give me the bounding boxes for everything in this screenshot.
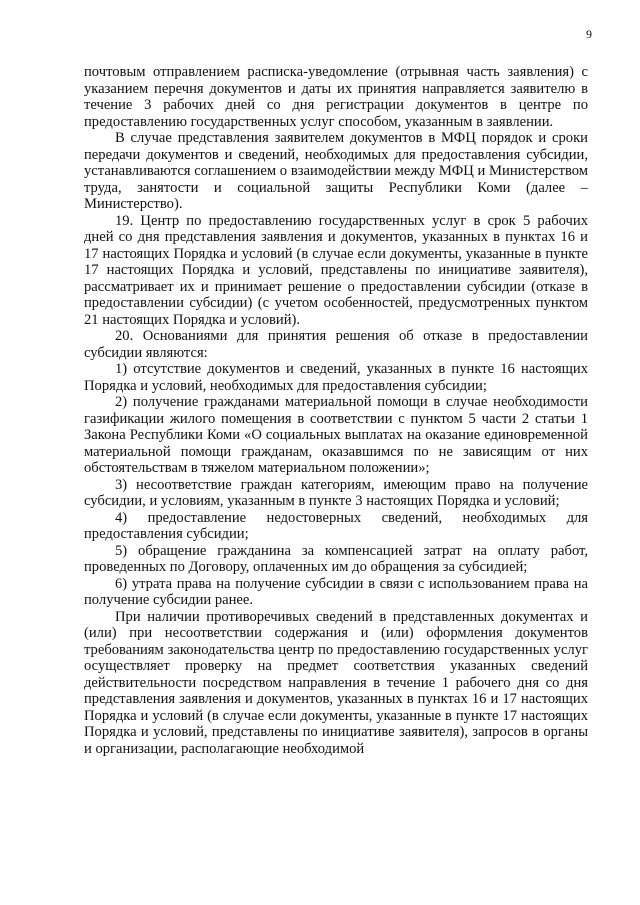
paragraph-contradictory-info: При наличии противоречивых сведений в представленных документах и (или) при несоответствии содержания и (или) оформления документов требованиям законодательства центр по предоставлению государственных услуг осуществляет проверку на предмет соответствия указанных сведений действительности посредством направления в течение 1 рабочего дня со дня представления заявления и документов, указанных в пунктах 16 и 17 настоящих Порядка и условий (в случае если документы, указанные в пункте 17 настоящих Порядка и условий, представлены по инициативе заявителя), запросов в органы и организации, располагающие необходимой bbox=[84, 608, 588, 757]
paragraph-receipt-notice: почтовым отправлением расписка-уведомление (отрывная часть заявления) с указанием перечня документов и даты их принятия направляется заявителю в течение 3 рабочих дней со дня регистрации документов в центре по предоставлению государственных услуг способом, указанным в заявлении. bbox=[84, 64, 588, 130]
paragraph-refusal-reason-5: 5) обращение гражданина за компенсацией затрат на оплату работ, проведенных по Договору, оплаченных им до обращения за субсидией; bbox=[84, 542, 588, 575]
paragraph-refusal-reason-6: 6) утрата права на получение субсидии в связи с использованием права на получение субсидии ранее. bbox=[84, 575, 588, 608]
document-body bbox=[84, 64, 588, 757]
page-number: 9 bbox=[586, 27, 592, 41]
paragraph-mfc-submission: В случае представления заявителем документов в МФЦ порядок и сроки передачи документов и сведений, необходимых для предоставления субсидии, устанавливаются соглашением о взаимодействии между МФЦ и Министерством труда, занятости и социальной защиты Республики Коми (далее – Министерство). bbox=[84, 130, 588, 212]
paragraph-item-20: 20. Основаниями для принятия решения об отказе в предоставлении субсидии являются: bbox=[84, 328, 588, 361]
paragraph-refusal-reason-3: 3) несоответствие граждан категориям, имеющим право на получение субсидии, и условиям, указанным в пункте 3 настоящих Порядка и условий; bbox=[84, 476, 588, 509]
paragraph-refusal-reason-2: 2) получение гражданами материальной помощи в случае необходимости газификации жилого помещения в соответствии с пунктом 5 части 2 статьи 1 Закона Республики Коми «О социальных выплатах на оказание единовременной материальной помощи гражданам, оказавшимся по не зависящим от них обстоятельствам в тяжелом материальном положении»; bbox=[84, 394, 588, 476]
paragraph-item-19: 19. Центр по предоставлению государственных услуг в срок 5 рабочих дней со дня представления заявления и документов, указанных в пунктах 16 и 17 настоящих Порядка и условий (в случае если документы, указанные в пункте 17 настоящих Порядка и условий, представлены по инициативе заявителя), рассматривает их и принимает решение о предоставлении субсидии (отказе в предоставлении субсидии) (с учетом особенностей, предусмотренных пунктом 21 настоящих Порядка и условий). bbox=[84, 212, 588, 328]
paragraph-refusal-reason-1: 1) отсутствие документов и сведений, указанных в пункте 16 настоящих Порядка и условий, необходимых для предоставления субсидии; bbox=[84, 361, 588, 394]
paragraph-refusal-reason-4: 4) предоставление недостоверных сведений, необходимых для предоставления субсидии; bbox=[84, 509, 588, 542]
